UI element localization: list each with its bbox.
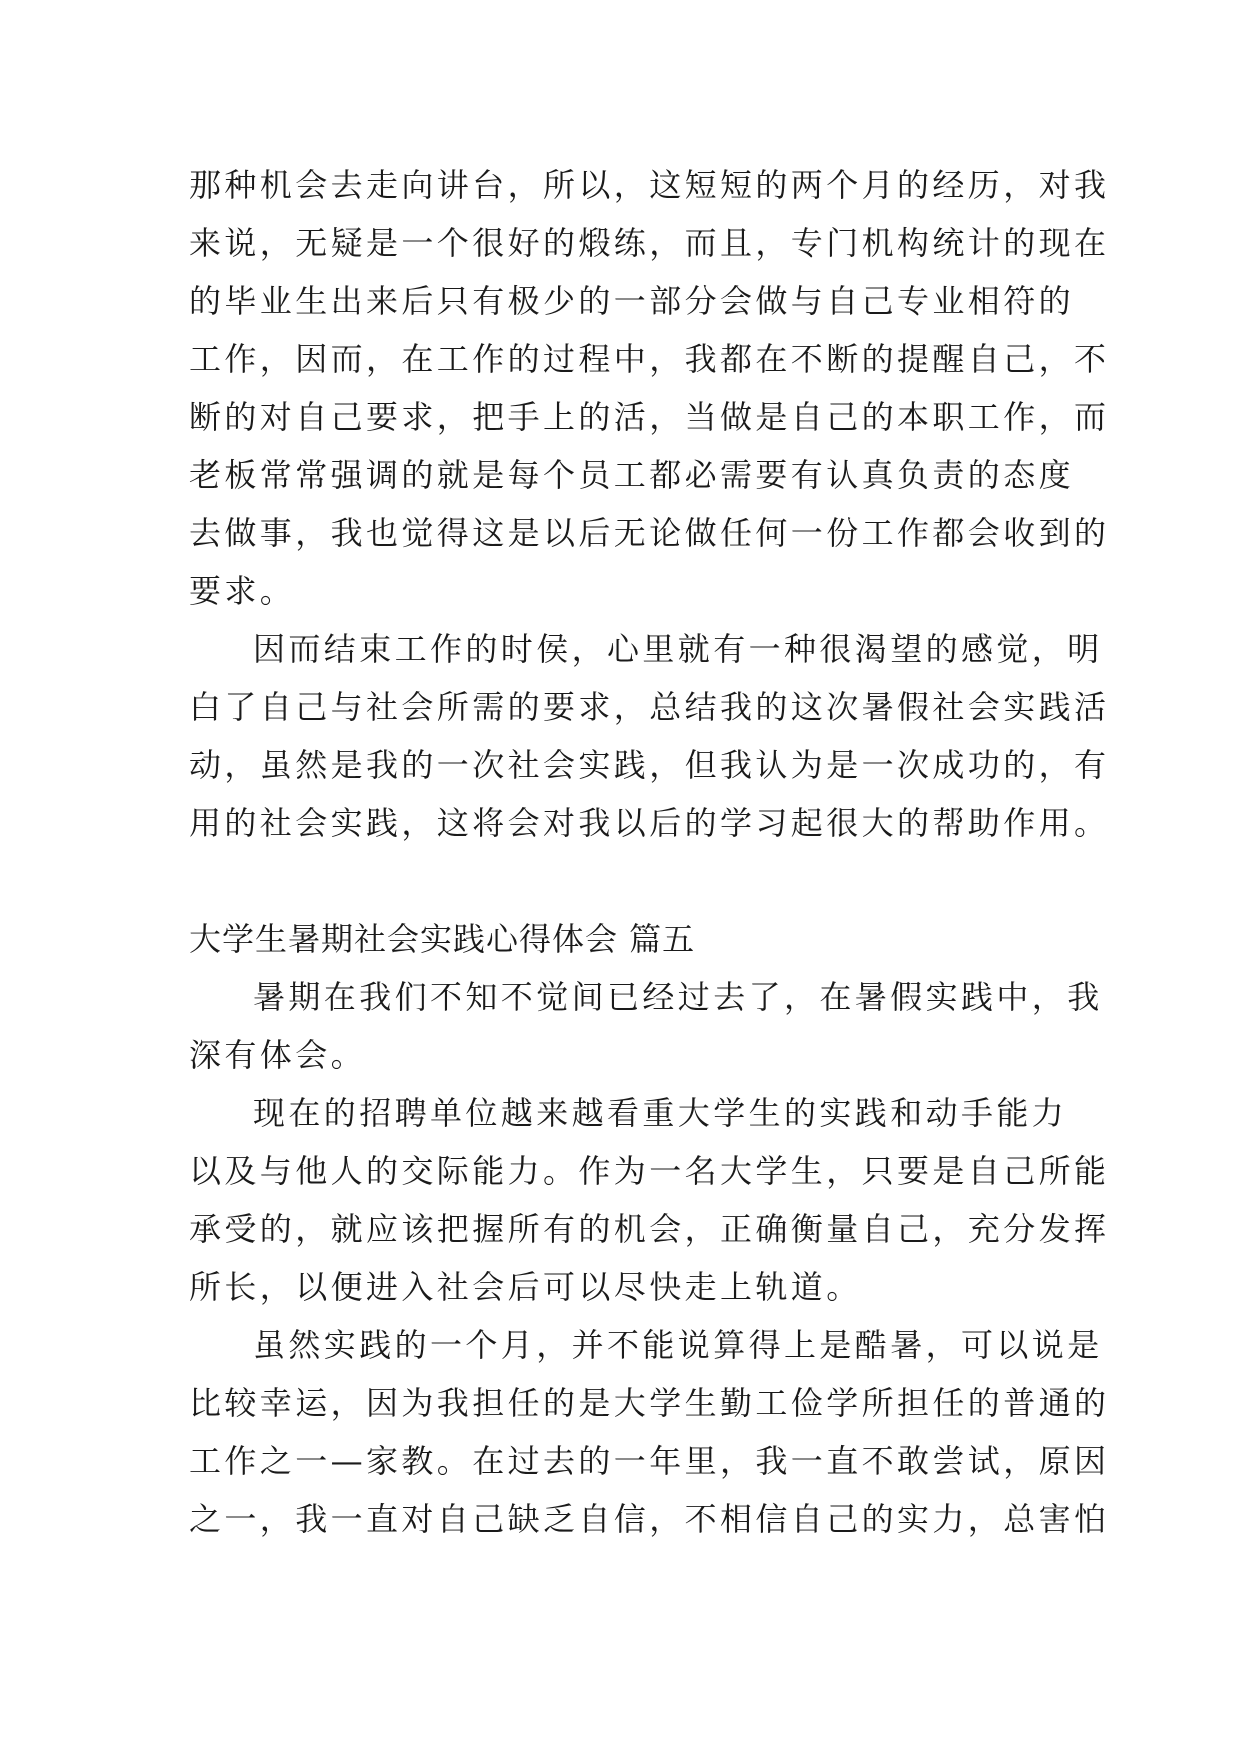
text-line: 的毕业生出来后只有极少的一部分会做与自己专业相符的	[189, 282, 1075, 320]
text-line: 去做事，我也觉得这是以后无论做任何一份工作都会收到的	[189, 514, 1110, 552]
text-line: 那种机会去走向讲台，所以，这短短的两个月的经历，对我	[189, 166, 1110, 204]
text-line: 白了自己与社会所需的要求，总结我的这次暑假社会实践活	[189, 688, 1110, 726]
text-line: 工作之一—家教。在过去的一年里，我一直不敢尝试，原因	[189, 1442, 1110, 1480]
text-line: 所长，以便进入社会后可以尽快走上轨道。	[189, 1268, 862, 1306]
text-line: 要求。	[189, 572, 296, 610]
text-line: 承受的，就应该把握所有的机会，正确衡量自己，充分发挥	[189, 1210, 1110, 1248]
text-line: 深有体会。	[189, 1036, 367, 1074]
text-line: 暑期在我们不知不觉间已经过去了，在暑假实践中，我	[253, 978, 1103, 1016]
text-line: 以及与他人的交际能力。作为一名大学生，只要是自己所能	[189, 1152, 1110, 1190]
text-line: 现在的招聘单位越来越看重大学生的实践和动手能力	[253, 1094, 1068, 1132]
text-line: 动，虽然是我的一次社会实践，但我认为是一次成功的，有	[189, 746, 1110, 784]
section-heading: 大学生暑期社会实践心得体会 篇五	[189, 920, 696, 958]
text-line: 工作，因而，在工作的过程中，我都在不断的提醒自己，不	[189, 340, 1110, 378]
text-line: 用的社会实践，这将会对我以后的学习起很大的帮助作用。	[189, 804, 1110, 842]
text-line: 比较幸运，因为我担任的是大学生勤工俭学所担任的普通的	[189, 1384, 1110, 1422]
text-line: 因而结束工作的时侯，心里就有一种很渴望的感觉，明	[253, 630, 1103, 668]
text-line: 之一，我一直对自己缺乏自信，不相信自己的实力，总害怕	[189, 1500, 1110, 1538]
text-line: 来说，无疑是一个很好的煅练，而且，专门机构统计的现在	[189, 224, 1110, 262]
text-line: 断的对自己要求，把手上的活，当做是自己的本职工作，而	[189, 398, 1110, 436]
text-line: 老板常常强调的就是每个员工都必需要有认真负责的态度	[189, 456, 1075, 494]
text-line: 虽然实践的一个月，并不能说算得上是酷暑，可以说是	[253, 1326, 1103, 1364]
